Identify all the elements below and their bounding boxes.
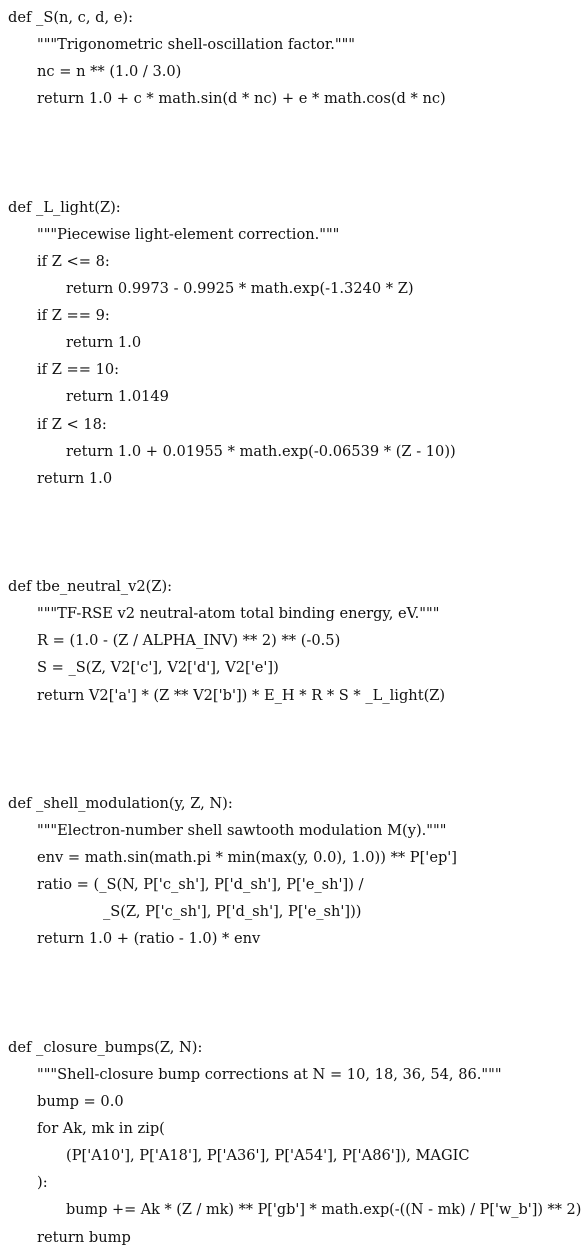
code-line: if Z <= 8: bbox=[37, 252, 110, 270]
code-line: (P['A10'], P['A18'], P['A36'], P['A54'], P['A86']), MAGIC bbox=[66, 1147, 470, 1165]
code-line: return 1.0 bbox=[66, 334, 142, 352]
code-line: ): bbox=[37, 1174, 48, 1192]
code-line: if Z == 10: bbox=[37, 361, 120, 379]
code-line: """TF-RSE v2 neutral-atom total binding energy, eV.""" bbox=[37, 605, 440, 623]
code-line: def _S(n, c, d, e): bbox=[8, 9, 134, 26]
code-line: def _shell_modulation(y, Z, N): bbox=[8, 794, 233, 812]
code-line: for Ak, mk in zip( bbox=[37, 1120, 165, 1138]
code-line: """Piecewise light-element correction.""" bbox=[37, 225, 340, 243]
code-line: bump += Ak * (Z / mk) ** P['gb'] * math.exp(-((N - mk) / P['w_b']) ** 2) bbox=[66, 1202, 582, 1219]
code-line: if Z < 18: bbox=[37, 415, 107, 433]
code-line: """Shell-closure bump corrections at N = 10, 18, 36, 54, 86.""" bbox=[37, 1065, 502, 1083]
code-line: return 1.0 + c * math.sin(d * nc) + e * math.cos(d * nc) bbox=[37, 90, 446, 108]
code-line: R = (1.0 - (Z / ALPHA_INV) ** 2) ** (-0.5) bbox=[37, 632, 341, 650]
code-line: """Electron-number shell sawtooth modulation M(y).""" bbox=[37, 822, 447, 839]
code-line: env = math.sin(math.pi * min(max(y, 0.0), 1.0)) ** P['ep'] bbox=[37, 849, 458, 867]
code-line: """Trigonometric shell-oscillation factor.""" bbox=[37, 36, 355, 54]
code-line: return V2['a'] * (Z ** V2['b']) * E_H * R * S * _L_light(Z) bbox=[37, 686, 446, 704]
code-line: ratio = (_S(N, P['c_sh'], P['d_sh'], P['e_sh']) / bbox=[37, 876, 364, 894]
code-line: bump = 0.0 bbox=[37, 1093, 124, 1110]
code-line: return 1.0 + (ratio - 1.0) * env bbox=[37, 930, 261, 948]
code-line: nc = n ** (1.0 / 3.0) bbox=[37, 63, 182, 81]
code-line: S = _S(Z, V2['c'], V2['d'], V2['e']) bbox=[37, 659, 279, 677]
code-line: def _L_light(Z): bbox=[8, 198, 121, 216]
code-line: def tbe_neutral_v2(Z): bbox=[8, 578, 173, 596]
code-line: _S(Z, P['c_sh'], P['d_sh'], P['e_sh'])) bbox=[103, 903, 362, 921]
code-line: return 1.0149 bbox=[66, 388, 169, 406]
code-line: return 1.0 bbox=[37, 469, 113, 487]
code-line: if Z == 9: bbox=[37, 307, 110, 325]
code-line: def _closure_bumps(Z, N): bbox=[8, 1038, 203, 1056]
code-line: return 1.0 + 0.01955 * math.exp(-0.06539 * (Z - 10)) bbox=[66, 442, 456, 460]
code-line: return 0.9973 - 0.9925 * math.exp(-1.3240 * Z) bbox=[66, 280, 414, 297]
code-line: return bump bbox=[37, 1228, 131, 1246]
